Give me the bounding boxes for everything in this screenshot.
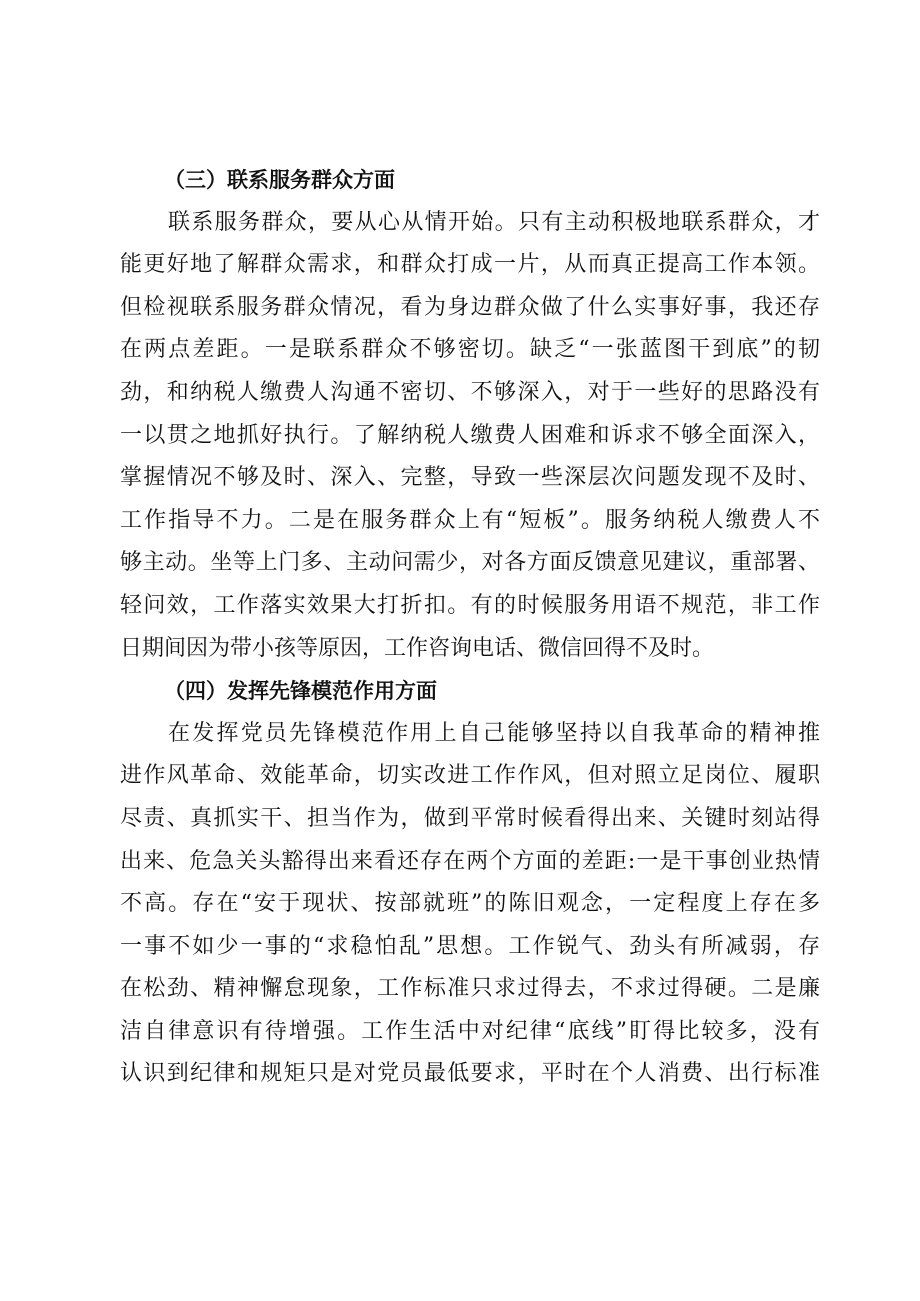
paragraph-line: 联系服务群众，要从心从情开始。只有主动积极地联系群众，才 [168, 209, 820, 235]
paragraph-line: 不高。存在“安于现状、按部就班”的陈旧观念，一定程度上存在多 [120, 891, 820, 917]
paragraph-line: 认识到纪律和规矩只是对党员最低要求，平时在个人消费、出行标准 [120, 1061, 820, 1087]
paragraph-line: 洁自律意识有待增强。工作生活中对纪律“底线”盯得比较多，没有 [120, 1018, 820, 1044]
paragraph-line: 日期间因为带小孩等原因，工作咨询电话、微信回得不及时。 [120, 635, 715, 661]
document-body [120, 159, 820, 1096]
paragraph-line: 轻问效，工作落实效果大打折扣。有的时候服务用语不规范，非工作 [120, 592, 820, 618]
paragraph-line: 出来、危急关头豁得出来看还存在两个方面的差距:一是干事创业热情 [120, 848, 820, 874]
paragraph-line: 在两点差距。一是联系群众不够密切。缺乏“一张蓝图干到底”的韧 [120, 337, 820, 363]
paragraph-line: 工作指导不力。二是在服务群众上有“短板”。服务纳税人缴费人不 [120, 507, 820, 533]
paragraph-line: 尽责、真抓实干、担当作为，做到平常时候看得出来、关键时刻站得 [120, 805, 820, 831]
paragraph-line: 能更好地了解群众需求，和群众打成一片，从而真正提高工作本领。 [120, 252, 820, 278]
paragraph-line: 劲，和纳税人缴费人沟通不密切、不够深入，对于一些好的思路没有 [120, 379, 820, 405]
paragraph-line: 在松劲、精神懈怠现象，工作标准只求过得去，不求过得硬。二是廉 [120, 976, 820, 1002]
paragraph-line: 掌握情况不够及时、深入、完整，导致一些深层次问题发现不及时、 [120, 465, 820, 491]
section-heading-4: （四）发挥先锋模范作用方面 [164, 679, 437, 704]
section-heading-3: （三）联系服务群众方面 [164, 168, 395, 192]
paragraph-line: 够主动。坐等上门多、主动问需少，对各方面反馈意见建议，重部署、 [120, 550, 820, 576]
paragraph-line: 但检视联系服务群众情况，看为身边群众做了什么实事好事，我还存 [120, 294, 820, 320]
paragraph-line: 一以贯之地抓好执行。了解纳税人缴费人困难和诉求不够全面深入， [120, 422, 820, 448]
paragraph-line: 进作风革命、效能革命，切实改进工作作风，但对照立足岗位、履职 [120, 763, 820, 789]
paragraph-line: 在发挥党员先锋模范作用上自己能够坚持以自我革命的精神推 [168, 720, 820, 746]
paragraph-line: 一事不如少一事的“求稳怕乱”思想。工作锐气、劲头有所减弱，存 [120, 933, 820, 959]
